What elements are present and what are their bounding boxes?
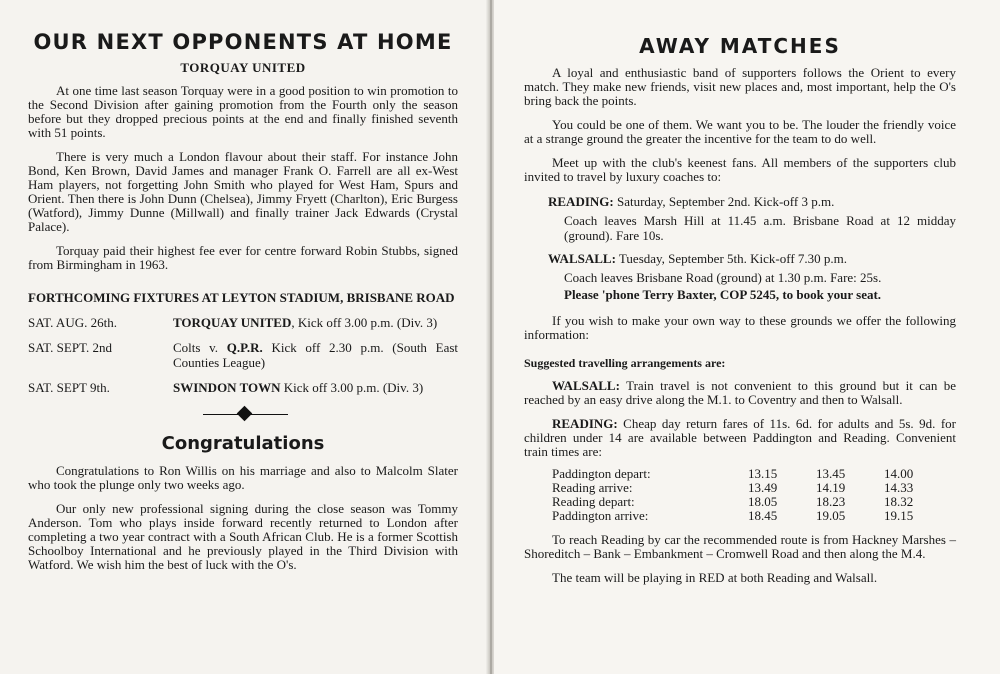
fixture-prefix: Colts v. — [173, 340, 227, 355]
opponent-paragraph: At one time last season Torquay were in a good position to win promotion to the Second Division after gaining promotion from the Fourth only the season before but they dropped precious points at the end and finally finished seventh with 51 points. — [28, 83, 458, 140]
train-time: 18.23 — [816, 494, 846, 509]
table-row — [552, 481, 952, 495]
suggested-travel-heading: Suggested travelling arrangements are: — [524, 356, 726, 370]
fixture-row — [28, 340, 458, 370]
away-paragraph: You could be one of them. We want you to be. The louder the friendly voice at a strange ground the greater the incentive for the team to do well. — [524, 117, 956, 146]
train-time: 14.19 — [816, 480, 846, 495]
opponent-paragraph: Torquay paid their highest fee ever for centre forward Robin Stubbs, signed from Birmingham in 1963. — [28, 243, 458, 272]
match-info: Saturday, September 2nd. Kick-off 3 p.m. — [613, 194, 835, 209]
train-time: 18.32 — [884, 494, 914, 509]
train-time: 18.05 — [748, 494, 778, 509]
fixture-details — [173, 340, 458, 370]
reading-travel — [524, 417, 956, 459]
travel-info: Cheap day return fares of 11s. 6d. for adults and 5s. 9d. for children under 14 are available between Paddington and Reading. Convenient train times are: — [524, 416, 956, 459]
congrats-paragraph: Congratulations to Ron Willis on his marriage and also to Malcolm Slater who took the plunge only two weeks ago. — [28, 463, 458, 492]
fixture-date: SAT. AUG. 26th. — [28, 315, 117, 330]
train-label: Paddington depart: — [552, 466, 651, 481]
fixture-details — [173, 315, 458, 330]
train-time: 13.45 — [816, 466, 846, 481]
travel-info: Train travel is not convenient to this ground but it can be reached by an easy drive along the M.1. to Coventry and then to Walsall. — [524, 378, 956, 407]
train-time: 19.05 — [816, 508, 846, 523]
walsall-travel — [524, 379, 956, 407]
train-time: 19.15 — [884, 508, 914, 523]
reading-coach-details: Coach leaves Marsh Hill at 11.45 a.m. Brisbane Road at 12 midday (ground). Fare 10s. — [564, 213, 956, 243]
train-label: Reading depart: — [552, 494, 635, 509]
car-route-paragraph: To reach Reading by car the recommended route is from Hackney Marshes – Shoreditch – Bank – Embankment – Cromwell Road and then along the M.4. — [524, 532, 956, 561]
diamond-icon — [237, 406, 253, 422]
page-title: AWAY MATCHES — [639, 34, 841, 58]
table-row — [552, 495, 952, 509]
away-paragraph: Meet up with the club's keenest fans. All members of the supporters club invited to travel by luxury coaches to: — [524, 155, 956, 184]
travel-team: WALSALL: — [552, 378, 620, 393]
right-page — [494, 0, 1000, 674]
fixture-details — [173, 380, 458, 395]
opponent-paragraph: There is very much a London flavour about their staff. For instance John Bond, Ken Brown, David James and manager Frank O. Farrell are all ex-West Ham players, not forgetting John Smith who played for West Ham, Spurs and Orient. Then there is John Dunn (Chelsea), Jimmy Fryett (Charlton), Eric Burgess (Watford), Jimmy Dunne (Millwall) and finally trainer Jack Edwards (Crystal Palace). — [28, 149, 458, 234]
train-time: 18.45 — [748, 508, 778, 523]
travel-team: READING: — [552, 416, 618, 431]
fixtures-heading: FORTHCOMING FIXTURES AT LEYTON STADIUM, BRISBANE ROAD — [28, 290, 455, 305]
train-time: 14.00 — [884, 466, 914, 481]
table-row — [552, 467, 952, 481]
train-time: 13.49 — [748, 480, 778, 495]
fixture-info: , Kick off 3.00 p.m. (Div. 3) — [291, 315, 438, 330]
train-time: 14.33 — [884, 480, 914, 495]
train-label: Reading arrive: — [552, 480, 633, 495]
fixture-date: SAT. SEPT 9th. — [28, 380, 110, 395]
own-way-paragraph: If you wish to make your own way to these grounds we offer the following information: — [524, 313, 956, 342]
fixture-row — [28, 315, 458, 330]
diamond-divider — [28, 405, 458, 425]
fixture-row — [28, 380, 458, 395]
match-info: Tuesday, September 5th. Kick-off 7.30 p.m. — [615, 251, 848, 266]
left-page — [0, 0, 488, 674]
train-time: 13.15 — [748, 466, 778, 481]
fixture-opponent: TORQUAY UNITED — [173, 315, 292, 330]
fixture-opponent: SWINDON TOWN — [173, 380, 281, 395]
train-times-table — [552, 467, 952, 523]
congrats-paragraph: Our only new professional signing during the close season was Tommy Anderson. Tom who plays inside forward recently returned to London after completing a two year contract with a South African Club. He is a former Scottish Schoolboy International and he previously played in the Third Division with Watford. We wish him the best of luck with the O's. — [28, 501, 458, 572]
match-team: WALSALL: — [548, 251, 616, 266]
away-paragraph: A loyal and enthusiastic band of supporters follows the Orient to every match. They make new friends, visit new places and, most important, help the O's bring back the points. — [524, 65, 956, 108]
booking-notice: Please 'phone Terry Baxter, COP 5245, to book your seat. — [564, 287, 882, 302]
fixture-info: Kick off 2.30 p.m. (South East Counties League) — [173, 340, 459, 370]
closing-paragraph: The team will be playing in RED at both Reading and Walsall. — [552, 570, 878, 585]
walsall-coach-details: Coach leaves Brisbane Road (ground) at 1.30 p.m. Fare: 25s. — [564, 270, 882, 285]
fixture-date: SAT. SEPT. 2nd — [28, 340, 113, 355]
walsall-match — [548, 251, 956, 266]
opponent-name: TORQUAY UNITED — [180, 60, 306, 75]
reading-match — [548, 194, 956, 209]
fixture-opponent: Q.P.R. — [226, 340, 263, 355]
fixture-info: Kick off 3.00 p.m. (Div. 3) — [280, 380, 424, 395]
table-row — [552, 509, 952, 523]
train-label: Paddington arrive: — [552, 508, 649, 523]
page-title: OUR NEXT OPPONENTS AT HOME — [33, 30, 453, 54]
match-team: READING: — [548, 194, 614, 209]
congratulations-heading: Congratulations — [161, 433, 325, 454]
